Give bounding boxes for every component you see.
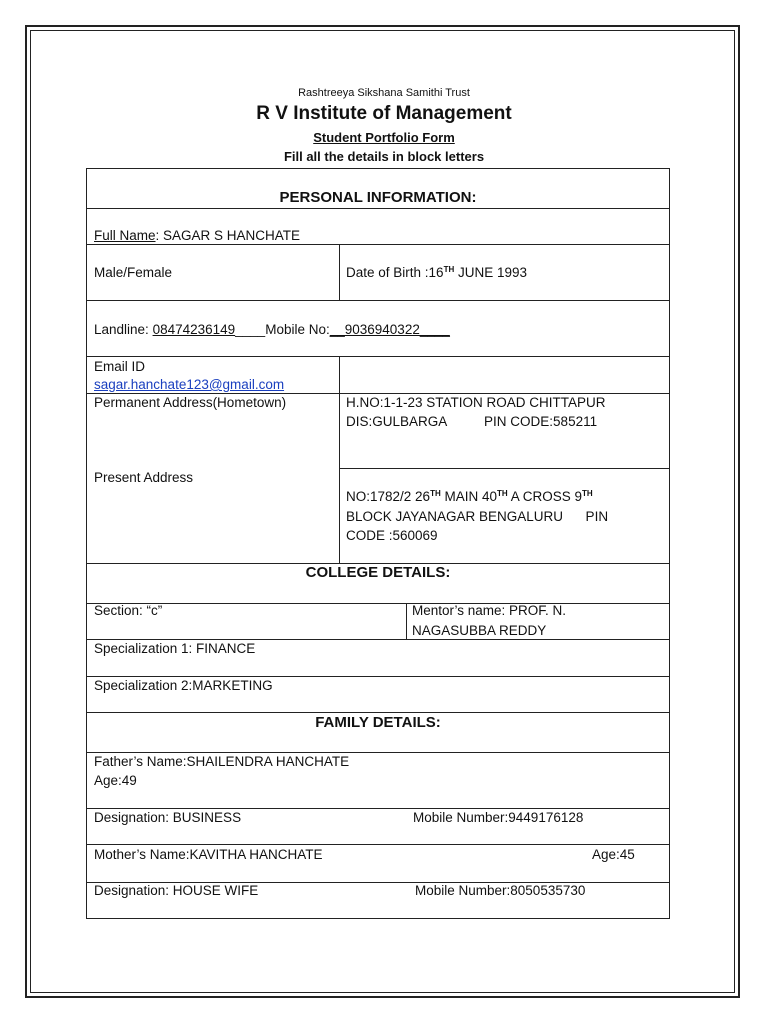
section-field: Section: “c” <box>94 603 163 618</box>
permanent-address-line2: DIS:GULBARGA PIN CODE:585211 <box>346 414 598 429</box>
mother-age: Age:45 <box>592 847 635 862</box>
mother-name: Mother’s Name:KAVITHA HANCHATE <box>94 847 323 862</box>
specialization-1: Specialization 1: FINANCE <box>94 641 256 656</box>
family-details-heading: FAMILY DETAILS: <box>315 714 441 731</box>
present-sup: TH <box>430 489 441 498</box>
dob-suffix: JUNE 1993 <box>454 265 528 280</box>
present-address-line3: CODE :560069 <box>346 528 438 543</box>
column-divider <box>406 603 407 639</box>
row-divider <box>87 712 669 713</box>
full-name-field <box>94 226 300 245</box>
form-instruction: Fill all the details in block letters <box>283 149 485 164</box>
mother-designation: Designation: HOUSE WIFE <box>94 883 259 898</box>
landline-fill: ____ <box>235 322 266 337</box>
row-divider <box>339 468 669 469</box>
specialization-2: Specialization 2:MARKETING <box>94 678 273 693</box>
present-address-line1 <box>346 487 593 506</box>
trust-name: Rashtreeya Sikshana Samithi Trust <box>298 87 470 99</box>
father-designation: Designation: BUSINESS <box>94 810 242 825</box>
present-sup: TH <box>581 489 593 498</box>
row-divider <box>87 208 669 209</box>
form-title: Student Portfolio Form <box>313 130 455 145</box>
mentor-line1: Mentor’s name: PROF. N. <box>412 603 567 618</box>
landline-value: 08474236149 <box>152 322 236 337</box>
email-link[interactable]: sagar.hanchate123@gmail.com <box>94 377 285 392</box>
permanent-address-line1: H.NO:1-1-23 STATION ROAD CHITTAPUR <box>346 395 606 410</box>
full-name-label: Full Name <box>94 228 156 243</box>
mobile-label: Mobile No: <box>265 322 330 337</box>
landline-label: Landline: <box>94 322 153 337</box>
column-divider <box>339 356 340 563</box>
institute-title: R V Institute of Management <box>256 103 512 124</box>
present-l1-c: A CROSS 9 <box>507 489 582 504</box>
father-name: Father’s Name:SHAILENDRA HANCHATE <box>94 754 350 769</box>
mentor-line2: NAGASUBBA REDDY <box>412 623 547 638</box>
portfolio-table <box>86 168 670 919</box>
email-label: Email ID <box>94 359 146 374</box>
row-divider <box>87 603 669 604</box>
college-details-heading: COLLEGE DETAILS: <box>305 564 451 581</box>
mother-mobile: Mobile Number:8050535730 <box>415 883 586 898</box>
permanent-address-label: Permanent Address(Hometown) <box>94 395 287 410</box>
dob-sup: TH <box>443 265 455 274</box>
present-l1-b: MAIN 40 <box>440 489 498 504</box>
dob-prefix: Date of Birth :16 <box>346 265 444 280</box>
date-of-birth <box>346 263 527 282</box>
present-sup: TH <box>497 489 508 498</box>
present-address-label: Present Address <box>94 470 194 485</box>
full-name-value: : SAGAR S HANCHATE <box>155 228 301 243</box>
father-age: Age:49 <box>94 773 137 788</box>
row-divider <box>87 356 669 357</box>
personal-info-heading: PERSONAL INFORMATION: <box>279 189 477 206</box>
row-divider <box>87 300 669 301</box>
gender-label: Male/Female <box>94 265 173 280</box>
column-divider <box>339 244 340 300</box>
phone-line <box>94 320 450 339</box>
present-address-line2: BLOCK JAYANAGAR BENGALURU PIN <box>346 509 609 524</box>
present-l1-a: NO:1782/2 26 <box>346 489 431 504</box>
mobile-value: __9036940322____ <box>329 322 450 337</box>
father-mobile: Mobile Number:9449176128 <box>413 810 584 825</box>
